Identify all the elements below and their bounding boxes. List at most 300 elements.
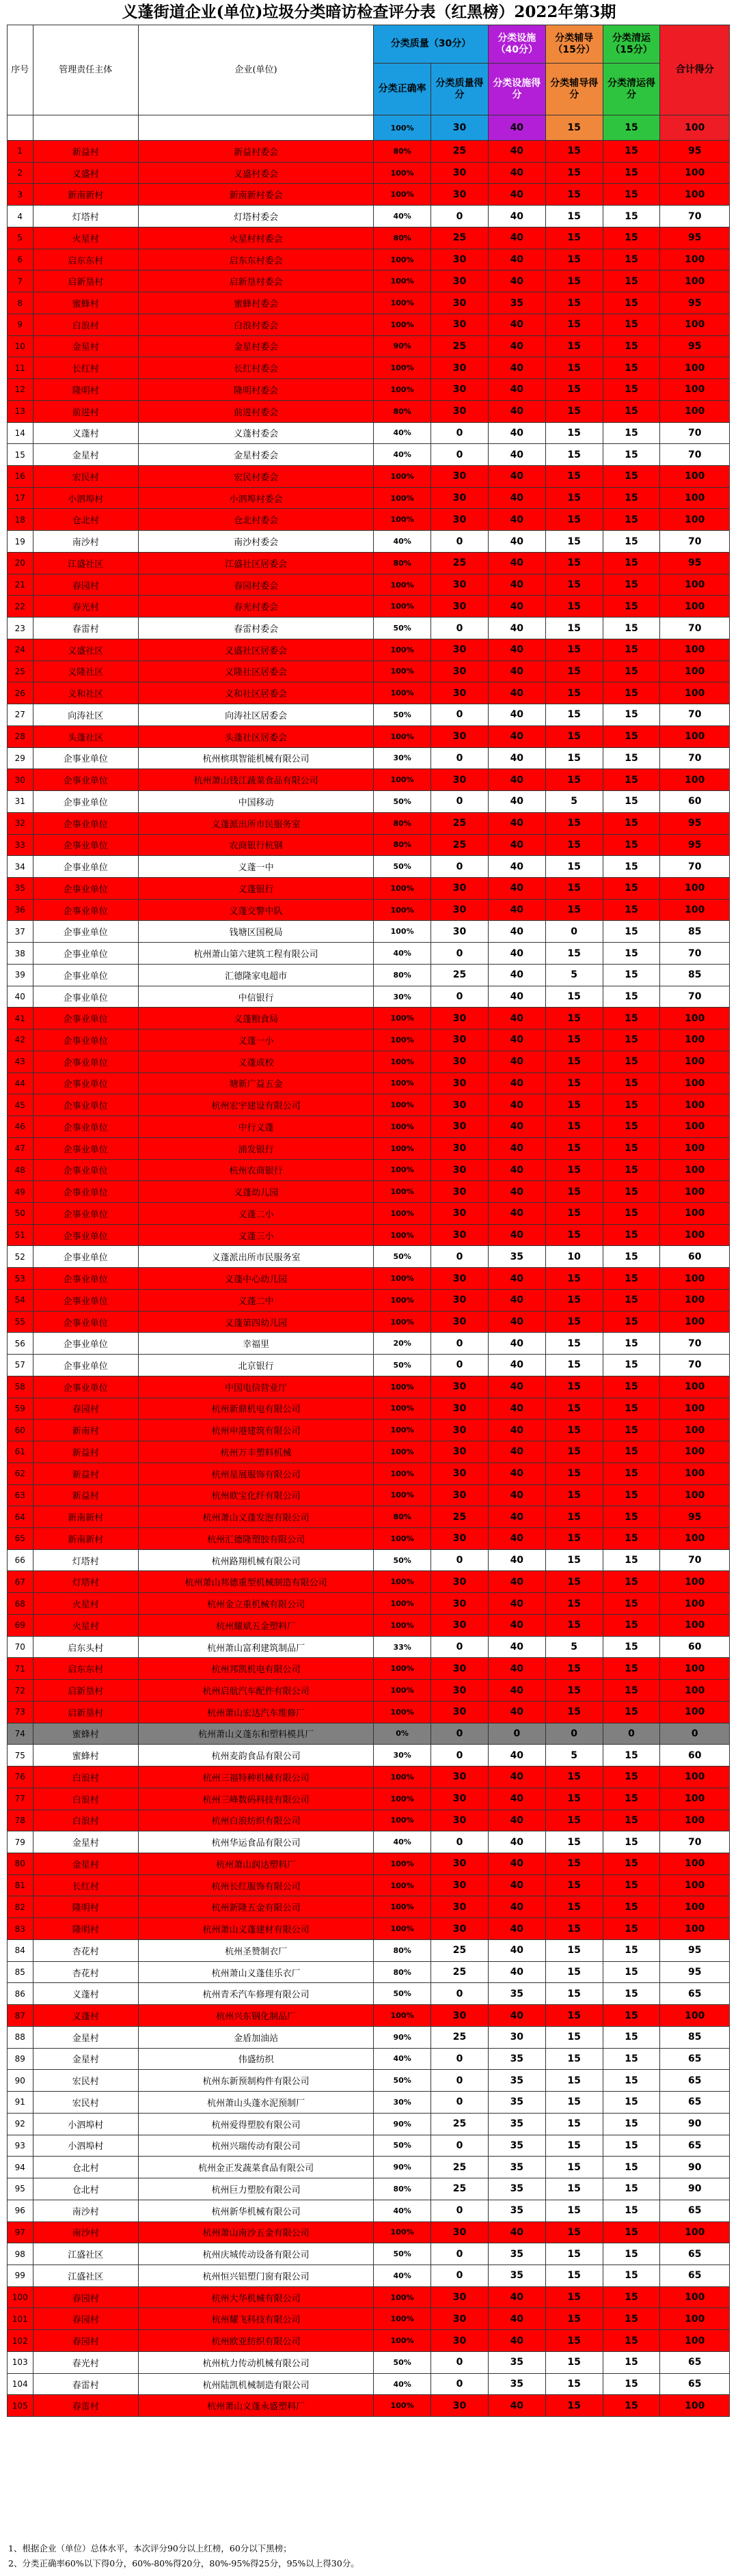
row-quality-score: 0	[431, 2135, 489, 2157]
table-row	[8, 2026, 730, 2048]
row-rate: 100%	[374, 1767, 431, 1788]
row-rate: 100%	[374, 379, 431, 401]
row-unit: 杭州万丰塑料机械	[138, 1441, 373, 1463]
row-rate: 50%	[374, 618, 431, 639]
row-facility-score: 40	[488, 2221, 545, 2243]
row-seq: 61	[8, 1441, 33, 1463]
row-manager: 义蓬村	[33, 422, 138, 444]
row-clear-score: 15	[603, 1311, 660, 1333]
row-manager: 企事业单位	[33, 769, 138, 791]
row-rate: 100%	[374, 661, 431, 682]
row-seq: 6	[8, 249, 33, 271]
row-quality-score: 25	[431, 812, 489, 834]
row-clear-score: 15	[603, 769, 660, 791]
row-quality-score: 30	[431, 2221, 489, 2243]
row-unit: 农商银行杭钢	[138, 834, 373, 856]
row-manager: 春雷村	[33, 2395, 138, 2417]
header-facility-score: 分类设施得分	[488, 64, 545, 115]
row-seq: 24	[8, 639, 33, 661]
row-facility-score: 40	[488, 531, 545, 553]
row-rate: 100%	[374, 682, 431, 704]
table-row	[8, 1311, 730, 1333]
row-total-score: 100	[660, 899, 730, 921]
row-clear-score: 15	[603, 2048, 660, 2070]
row-quality-score: 0	[431, 422, 489, 444]
row-seq: 7	[8, 271, 33, 292]
row-total-score: 70	[660, 856, 730, 878]
row-rate: 100%	[374, 1810, 431, 1831]
row-quality-score: 30	[431, 2395, 489, 2417]
row-total-score: 100	[660, 1614, 730, 1636]
row-facility-score: 40	[488, 249, 545, 271]
row-total-score: 60	[660, 1636, 730, 1658]
table-row	[8, 1636, 730, 1658]
row-guide-score: 15	[545, 1116, 603, 1138]
row-clear-score: 15	[603, 1355, 660, 1376]
row-guide-score: 15	[545, 769, 603, 791]
table-row	[8, 2178, 730, 2200]
table-row	[8, 1202, 730, 1224]
row-clear-score: 15	[603, 422, 660, 444]
row-total-score: 65	[660, 2373, 730, 2395]
row-guide-score: 15	[545, 725, 603, 747]
row-clear-score: 15	[603, 1333, 660, 1355]
row-facility-score: 40	[488, 1918, 545, 1940]
row-manager: 隆明村	[33, 379, 138, 401]
row-facility-score: 40	[488, 2395, 545, 2417]
row-guide-score: 15	[545, 184, 603, 206]
row-total-score: 70	[660, 1549, 730, 1571]
row-clear-score: 15	[603, 812, 660, 834]
table-row	[8, 1810, 730, 1831]
row-seq: 69	[8, 1614, 33, 1636]
row-seq: 66	[8, 1549, 33, 1571]
table-row	[8, 618, 730, 639]
row-seq: 22	[8, 596, 33, 618]
row-rate: 33%	[374, 1636, 431, 1658]
row-clear-score: 15	[603, 1745, 660, 1767]
row-facility-score: 40	[488, 314, 545, 335]
row-clear-score: 15	[603, 1896, 660, 1918]
row-seq: 78	[8, 1810, 33, 1831]
row-quality-score: 30	[431, 1658, 489, 1680]
row-guide-score: 15	[545, 1680, 603, 1702]
header-seq: 序号	[8, 25, 33, 115]
row-seq: 65	[8, 1528, 33, 1550]
row-clear-score: 15	[603, 1636, 660, 1658]
row-unit: 杭州庆城传动设备有限公司	[138, 2243, 373, 2265]
table-row	[8, 2265, 730, 2286]
row-manager: 火星村	[33, 1614, 138, 1636]
row-rate: 80%	[374, 552, 431, 574]
table-row	[8, 574, 730, 596]
row-unit: 杭州萧山邦德重型机械制造有限公司	[138, 1571, 373, 1593]
row-manager: 火星村	[33, 1593, 138, 1615]
row-facility-score: 40	[488, 552, 545, 574]
row-guide-score: 15	[545, 162, 603, 184]
row-unit: 杭州萧山富利建筑制品厂	[138, 1636, 373, 1658]
row-manager: 春雷村	[33, 618, 138, 639]
row-manager: 金星村	[33, 1853, 138, 1875]
row-facility-score: 40	[488, 1072, 545, 1094]
row-quality-score: 0	[431, 1831, 489, 1853]
row-unit: 向涛社区居委会	[138, 704, 373, 726]
row-unit: 杭州大华机械有限公司	[138, 2286, 373, 2308]
row-facility-score: 40	[488, 1268, 545, 1290]
row-facility-score: 40	[488, 1571, 545, 1593]
full-marks-quality: 30	[431, 115, 489, 141]
row-guide-score: 15	[545, 2373, 603, 2395]
row-manager: 蜜蜂村	[33, 1745, 138, 1767]
row-quality-score: 0	[431, 2351, 489, 2373]
row-guide-score: 15	[545, 2092, 603, 2114]
table-row	[8, 2092, 730, 2114]
full-marks-row	[8, 115, 730, 141]
header-facility-group: 分类设施（40分）	[488, 25, 545, 64]
row-clear-score: 15	[603, 466, 660, 488]
row-total-score: 100	[660, 682, 730, 704]
row-quality-score: 30	[431, 1441, 489, 1463]
row-total-score: 70	[660, 943, 730, 965]
row-quality-score: 30	[431, 1072, 489, 1094]
row-unit: 伟盛纺织	[138, 2048, 373, 2070]
row-facility-score: 40	[488, 184, 545, 206]
row-guide-score: 15	[545, 596, 603, 618]
row-total-score: 85	[660, 921, 730, 943]
row-quality-score: 25	[431, 1506, 489, 1528]
row-manager: 启新垦村	[33, 1701, 138, 1723]
row-facility-score: 40	[488, 335, 545, 357]
row-manager: 金星村	[33, 2048, 138, 2070]
row-unit: 杭州槟琪智能机械有限公司	[138, 747, 373, 769]
row-quality-score: 30	[431, 162, 489, 184]
row-clear-score: 15	[603, 227, 660, 249]
row-facility-score: 0	[488, 1723, 545, 1745]
row-total-score: 65	[660, 2200, 730, 2221]
row-total-score: 100	[660, 1571, 730, 1593]
row-facility-score: 40	[488, 1896, 545, 1918]
row-rate: 90%	[374, 335, 431, 357]
row-facility-score: 40	[488, 2005, 545, 2027]
table-row	[8, 747, 730, 769]
table-row	[8, 2113, 730, 2135]
row-total-score: 70	[660, 986, 730, 1008]
row-facility-score: 40	[488, 596, 545, 618]
row-guide-score: 15	[545, 1463, 603, 1484]
row-seq: 33	[8, 834, 33, 856]
row-rate: 100%	[374, 1419, 431, 1441]
row-quality-score: 30	[431, 1853, 489, 1875]
table-row	[8, 812, 730, 834]
row-rate: 40%	[374, 2200, 431, 2221]
row-unit: 义盛社区居委会	[138, 639, 373, 661]
row-rate: 50%	[374, 704, 431, 726]
table-row	[8, 1116, 730, 1138]
row-rate: 100%	[374, 2330, 431, 2352]
row-unit: 小泗埠村委会	[138, 487, 373, 509]
table-row	[8, 1008, 730, 1029]
row-quality-score: 0	[431, 1355, 489, 1376]
row-total-score: 100	[660, 1463, 730, 1484]
row-guide-score: 15	[545, 1159, 603, 1181]
row-total-score: 100	[660, 1918, 730, 1940]
row-manager: 南沙村	[33, 531, 138, 553]
row-guide-score: 15	[545, 509, 603, 531]
row-manager: 企事业单位	[33, 1311, 138, 1333]
row-manager: 南沙村	[33, 2200, 138, 2221]
row-clear-score: 15	[603, 1224, 660, 1246]
row-clear-score: 15	[603, 1246, 660, 1268]
row-clear-score: 15	[603, 1376, 660, 1398]
row-facility-score: 40	[488, 1094, 545, 1116]
row-rate: 100%	[374, 1593, 431, 1615]
row-rate: 100%	[374, 1181, 431, 1203]
row-total-score: 0	[660, 1723, 730, 1745]
row-clear-score: 15	[603, 444, 660, 466]
table-row	[8, 1355, 730, 1376]
row-quality-score: 30	[431, 725, 489, 747]
row-total-score: 100	[660, 1116, 730, 1138]
row-clear-score: 15	[603, 2113, 660, 2135]
row-total-score: 95	[660, 1506, 730, 1528]
row-facility-score: 40	[488, 1224, 545, 1246]
row-manager: 春园村	[33, 1398, 138, 1419]
row-total-score: 100	[660, 2308, 730, 2330]
row-manager: 宏民村	[33, 2092, 138, 2114]
row-quality-score: 30	[431, 1181, 489, 1203]
row-rate: 80%	[374, 141, 431, 163]
row-facility-score: 40	[488, 834, 545, 856]
row-unit: 杭州新隆五金有限公司	[138, 1896, 373, 1918]
row-unit: 白浪村委会	[138, 314, 373, 335]
row-facility-score: 40	[488, 856, 545, 878]
row-clear-score: 15	[603, 596, 660, 618]
row-total-score: 100	[660, 1029, 730, 1051]
row-total-score: 95	[660, 1939, 730, 1961]
table-row	[8, 1333, 730, 1355]
row-unit: 杭州兴瑞传动有限公司	[138, 2135, 373, 2157]
table-row	[8, 1593, 730, 1615]
table-row	[8, 1918, 730, 1940]
row-manager: 白浪村	[33, 314, 138, 335]
row-unit: 灯塔村委会	[138, 206, 373, 227]
table-row	[8, 162, 730, 184]
row-total-score: 100	[660, 661, 730, 682]
row-unit: 前进村委会	[138, 400, 373, 422]
row-manager: 宏民村	[33, 466, 138, 488]
footnote-1: 1、根据企业（单位）总体水平，本次评分90分以上红榜，60分以下黑榜；	[8, 2543, 292, 2553]
row-seq: 67	[8, 1571, 33, 1593]
row-quality-score: 0	[431, 444, 489, 466]
row-clear-score: 0	[603, 1723, 660, 1745]
row-clear-score: 15	[603, 141, 660, 163]
row-seq: 18	[8, 509, 33, 531]
row-facility-score: 40	[488, 1810, 545, 1831]
row-seq: 85	[8, 1961, 33, 1983]
row-total-score: 65	[660, 2048, 730, 2070]
row-clear-score: 15	[603, 2026, 660, 2048]
row-clear-score: 15	[603, 661, 660, 682]
row-facility-score: 40	[488, 206, 545, 227]
row-rate: 80%	[374, 227, 431, 249]
row-unit: 幸福里	[138, 1333, 373, 1355]
row-total-score: 100	[660, 314, 730, 335]
row-clear-score: 15	[603, 1528, 660, 1550]
row-rate: 100%	[374, 2286, 431, 2308]
table-row	[8, 2308, 730, 2330]
table-row	[8, 1224, 730, 1246]
row-quality-score: 30	[431, 400, 489, 422]
row-facility-score: 40	[488, 1008, 545, 1029]
row-rate: 80%	[374, 964, 431, 986]
row-clear-score: 15	[603, 1571, 660, 1593]
row-facility-score: 35	[488, 2373, 545, 2395]
table-row	[8, 292, 730, 314]
row-clear-score: 15	[603, 899, 660, 921]
table-row	[8, 206, 730, 227]
row-manager: 春光村	[33, 596, 138, 618]
row-seq: 53	[8, 1268, 33, 1290]
row-seq: 90	[8, 2070, 33, 2092]
row-unit: 杭州新华机械有限公司	[138, 2200, 373, 2221]
row-unit: 金星村委会	[138, 444, 373, 466]
row-rate: 40%	[374, 531, 431, 553]
row-manager: 企事业单位	[33, 1289, 138, 1311]
row-quality-score: 30	[431, 1224, 489, 1246]
row-manager: 企事业单位	[33, 1376, 138, 1398]
row-clear-score: 15	[603, 206, 660, 227]
row-seq: 84	[8, 1939, 33, 1961]
row-rate: 100%	[374, 1614, 431, 1636]
row-guide-score: 15	[545, 2243, 603, 2265]
table-row	[8, 639, 730, 661]
row-seq: 68	[8, 1593, 33, 1615]
row-rate: 100%	[374, 2005, 431, 2027]
row-manager: 企事业单位	[33, 1202, 138, 1224]
row-quality-score: 30	[431, 639, 489, 661]
table-row	[8, 1767, 730, 1788]
row-facility-score: 35	[488, 2200, 545, 2221]
table-row	[8, 2135, 730, 2157]
row-seq: 105	[8, 2395, 33, 2417]
row-quality-score: 30	[431, 1593, 489, 1615]
row-seq: 91	[8, 2092, 33, 2114]
row-seq: 34	[8, 856, 33, 878]
score-table	[7, 25, 730, 2417]
row-rate: 100%	[374, 509, 431, 531]
row-manager: 新益村	[33, 141, 138, 163]
row-rate: 80%	[374, 1506, 431, 1528]
row-guide-score: 0	[545, 921, 603, 943]
row-facility-score: 35	[488, 1246, 545, 1268]
row-rate: 100%	[374, 1528, 431, 1550]
row-clear-score: 15	[603, 725, 660, 747]
row-manager: 春园村	[33, 2330, 138, 2352]
full-marks-blank	[138, 115, 373, 141]
full-marks-rate: 100%	[374, 115, 431, 141]
row-unit: 宏民村委会	[138, 466, 373, 488]
row-seq: 15	[8, 444, 33, 466]
row-facility-score: 35	[488, 2178, 545, 2200]
row-facility-score: 40	[488, 1528, 545, 1550]
row-facility-score: 40	[488, 1853, 545, 1875]
table-row	[8, 1484, 730, 1506]
row-facility-score: 40	[488, 1181, 545, 1203]
row-quality-score: 0	[431, 856, 489, 878]
row-rate: 100%	[374, 725, 431, 747]
row-manager: 向涛社区	[33, 704, 138, 726]
row-facility-score: 40	[488, 986, 545, 1008]
row-clear-score: 15	[603, 682, 660, 704]
row-manager: 灯塔村	[33, 1549, 138, 1571]
table-row	[8, 725, 730, 747]
row-guide-score: 15	[545, 1528, 603, 1550]
row-seq: 44	[8, 1072, 33, 1094]
row-guide-score: 15	[545, 1051, 603, 1072]
row-manager: 企事业单位	[33, 986, 138, 1008]
row-quality-score: 25	[431, 552, 489, 574]
row-unit: 杭州路翔机械有限公司	[138, 1549, 373, 1571]
row-guide-score: 15	[545, 618, 603, 639]
row-quality-score: 25	[431, 2113, 489, 2135]
full-marks-total: 100	[660, 115, 730, 141]
row-guide-score: 15	[545, 1810, 603, 1831]
row-clear-score: 15	[603, 1484, 660, 1506]
row-total-score: 65	[660, 2070, 730, 2092]
row-guide-score: 15	[545, 206, 603, 227]
table-row	[8, 2005, 730, 2027]
header-manager: 管理责任主体	[33, 25, 138, 115]
row-rate: 50%	[374, 1549, 431, 1571]
row-facility-score: 40	[488, 1441, 545, 1463]
row-quality-score: 0	[431, 2373, 489, 2395]
row-clear-score: 15	[603, 834, 660, 856]
row-quality-score: 30	[431, 2005, 489, 2027]
row-quality-score: 25	[431, 227, 489, 249]
row-clear-score: 15	[603, 2243, 660, 2265]
row-total-score: 100	[660, 769, 730, 791]
row-clear-score: 15	[603, 509, 660, 531]
row-manager: 杏花村	[33, 1961, 138, 1983]
row-facility-score: 40	[488, 1549, 545, 1571]
row-unit: 头蓬社区居委会	[138, 725, 373, 747]
row-total-score: 100	[660, 1268, 730, 1290]
row-seq: 63	[8, 1484, 33, 1506]
row-seq: 40	[8, 986, 33, 1008]
row-seq: 94	[8, 2157, 33, 2178]
row-guide-score: 15	[545, 2005, 603, 2027]
table-row	[8, 1051, 730, 1072]
row-total-score: 100	[660, 487, 730, 509]
row-guide-score: 15	[545, 1701, 603, 1723]
row-unit: 火星村村委会	[138, 227, 373, 249]
row-quality-score: 0	[431, 747, 489, 769]
row-unit: 中行义蓬	[138, 1116, 373, 1138]
row-facility-score: 35	[488, 2351, 545, 2373]
row-total-score: 100	[660, 1159, 730, 1181]
row-rate: 90%	[374, 2157, 431, 2178]
row-unit: 杭州金正发蔬菜食品有限公司	[138, 2157, 373, 2178]
row-guide-score: 15	[545, 1484, 603, 1506]
row-unit: 杭州耀斌五金塑料厂	[138, 1614, 373, 1636]
row-unit: 义和社区居委会	[138, 682, 373, 704]
row-seq: 29	[8, 747, 33, 769]
row-clear-score: 15	[603, 1701, 660, 1723]
row-total-score: 60	[660, 1246, 730, 1268]
row-guide-score: 15	[545, 1311, 603, 1333]
row-guide-score: 15	[545, 1918, 603, 1940]
row-manager: 义蓬村	[33, 1983, 138, 2005]
